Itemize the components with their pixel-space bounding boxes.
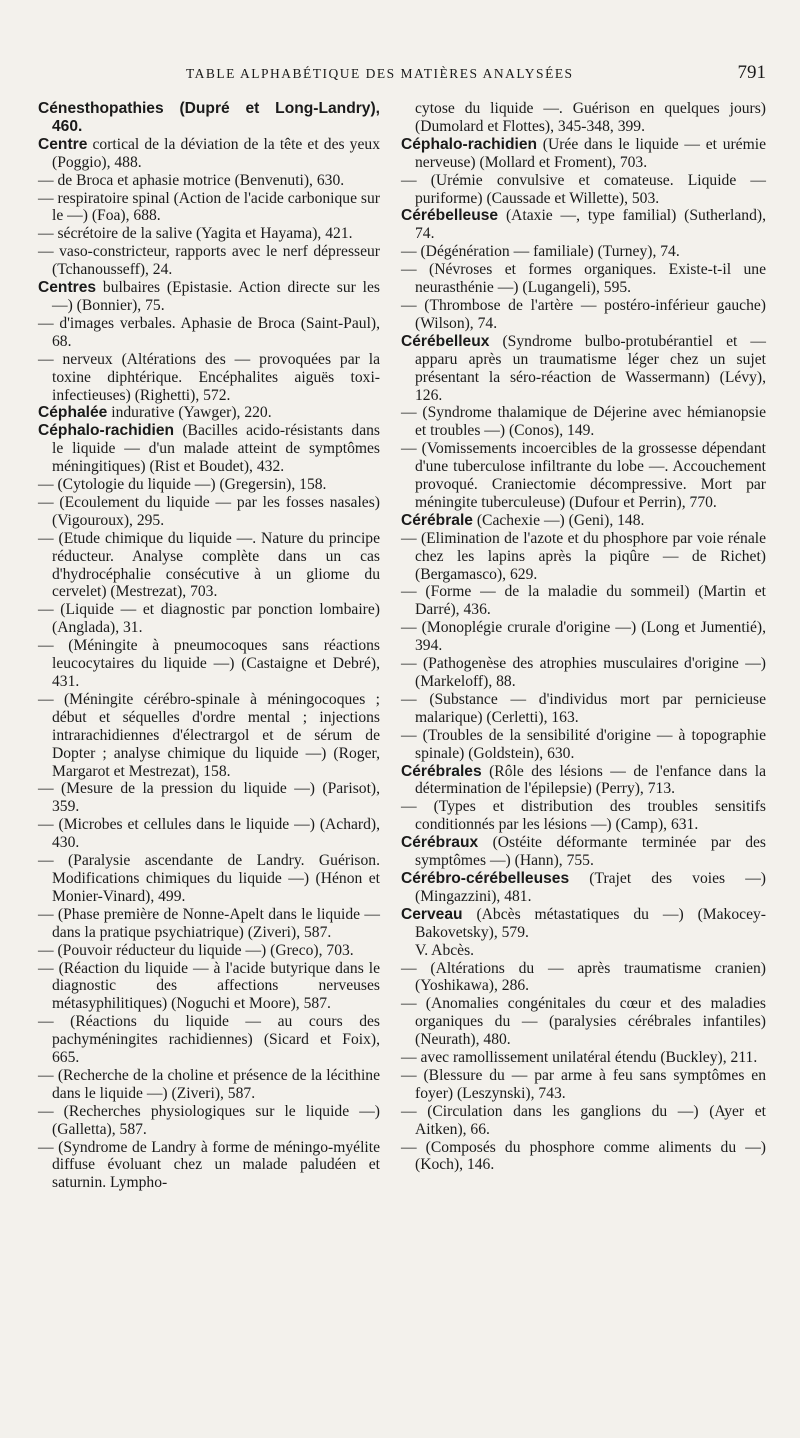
index-entry: Cérébrale (Cachexie —) (Geni), 148.	[401, 511, 645, 529]
running-title: TABLE ALPHABÉTIQUE DES MATIÈRES ANALYSÉES	[186, 66, 574, 81]
index-entry: — (Microbes et cellules dans le liquide —) (Achard), 430.	[38, 816, 380, 852]
index-entry: — (Thrombose de l'artère — postéro-inférieur gauche) (Wilson), 74.	[401, 296, 766, 332]
index-entry: — sécrétoire de la salive (Yagita et Hayama), 421.	[38, 225, 353, 243]
index-entry: — (Phase première de Nonne-Apelt dans le liquide — dans la pratique psychiatrique) (Ziveri), 587.	[38, 905, 380, 941]
right-column	[401, 100, 766, 1174]
index-entry: — (Composés du phosphore comme aliments du —) (Koch), 146.	[401, 1138, 766, 1174]
index-entry: — (Circulation dans les ganglions du —) (Ayer et Aitken), 66.	[401, 1102, 766, 1138]
index-entry: cytose du liquide —. Guérison en quelques jours) (Dumolard et Flottes), 345-348, 399.	[415, 100, 766, 135]
index-entry: Cénesthopathies (Dupré et Long-Landry), 460.	[38, 100, 380, 135]
index-entry: — nerveux (Altérations des — provoquées par la toxine diphtérique. Encéphalites aiguës toxi-infectieuses) (Righetti), 572.	[38, 350, 380, 404]
index-entry: — de Broca et aphasie motrice (Benvenuti), 630.	[38, 171, 345, 189]
index-entry: — (Blessure du — par arme à feu sans symptômes en foyer) (Leszynski), 743.	[401, 1066, 766, 1102]
index-entry: — (Syndrome de Landry à forme de méningo-myélite diffuse évoluant chez un malade paludéen et saturnin. Lympho-	[38, 1138, 380, 1192]
index-entry: Cérébro-cérébelleuses (Trajet des voies —) (Mingazzini), 481.	[401, 869, 766, 905]
index-entry: — (Dégénération — familiale) (Turney), 74.	[401, 243, 680, 261]
index-entry: — avec ramollissement unilatéral étendu (Buckley), 211.	[401, 1049, 758, 1067]
index-entry: Cérébelleuse (Ataxie —, type familial) (Sutherland), 74.	[401, 207, 766, 243]
index-entry: — (Types et distribution des troubles sensitifs conditionnés par les lésions —) (Camp), 631.	[401, 798, 766, 834]
index-entry: Centre cortical de la déviation de la tête et des yeux (Poggio), 488.	[38, 135, 380, 171]
index-entry: — (Etude chimique du liquide —. Nature du principe réducteur. Analyse complète dans un cas d'hydrocéphalie consécutive à un gliome du cervelet) (Mestrezat), 703.	[38, 529, 380, 601]
index-entry: — (Altérations du — après traumatisme cranien) (Yoshikawa), 286.	[401, 959, 766, 995]
page-header	[110, 62, 766, 88]
index-entry: — (Elimination de l'azote et du phosphore par voie rénale chez les lapins après la piqûre — de Richet) (Bergamasco), 629.	[401, 529, 766, 583]
index-entry: Cérébrales (Rôle des lésions — de l'enfance dans la détermination de l'épilepsie) (Perry), 713.	[401, 762, 766, 798]
index-entry: — (Pouvoir réducteur du liquide —) (Greco), 703.	[38, 941, 354, 959]
index-entry: — (Forme — de la maladie du sommeil) (Martin et Darré), 436.	[401, 583, 766, 619]
index-entry: — (Syndrome thalamique de Déjerine avec hémianopsie et troubles —) (Conos), 149.	[401, 404, 766, 440]
index-entry: — (Liquide — et diagnostic par ponction lombaire) (Anglada), 31.	[38, 601, 380, 637]
index-entry: — (Pathogenèse des atrophies musculaires d'origine —) (Markeloff), 88.	[401, 655, 766, 690]
index-entry: — (Recherches physiologiques sur le liquide —) (Galletta), 587.	[38, 1102, 380, 1138]
index-entry: — (Troubles de la sensibilité d'origine — à topographie spinale) (Goldstein), 630.	[401, 726, 766, 762]
index-entry: — (Mesure de la pression du liquide —) (Parisot), 359.	[38, 780, 380, 816]
index-entry: — (Méningite cérébro-spinale à méningocoques ; début et séquelles d'ordre mental ; injections intrarachidiennes d'électrargol et de sérum de Dopter ; analyse chimique du liquide —) (Roger, Margarot et Mestrezat), 158.	[38, 690, 380, 780]
index-entry: — (Vomissements incoercibles de la grossesse dépendant d'une tuberculose infiltrante du lobe —. Accouchement provoqué. Craniectomie décompressive. Mort par méningite tuberculeuse) (Dufour et Perrin), 770.	[401, 440, 766, 511]
index-entry: Céphalée indurative (Yawger), 220.	[38, 404, 272, 422]
index-entry: — (Anomalies congénitales du cœur et des maladies organiques du — (paralysies cérébrales infantiles) (Neurath), 480.	[401, 995, 766, 1049]
index-entry: — d'images verbales. Aphasie de Broca (Saint-Paul), 68.	[38, 314, 380, 350]
index-entry: — (Recherche de la choline et présence de la lécithine dans le liquide —) (Ziveri), 587.	[38, 1066, 380, 1102]
index-entry: Céphalo-rachidien (Bacilles acido-résistants dans le liquide — d'un malade atteint de symptômes méningitiques) (Rist et Boudet), 432.	[38, 422, 380, 476]
index-entry: — (Urémie convulsive et comateuse. Liquide — puriforme) (Caussade et Willette), 503.	[401, 171, 766, 207]
index-entry: Centres bulbaires (Epistasie. Action directe sur les —) (Bonnier), 75.	[38, 279, 380, 314]
index-entry: Cerveau (Abcès métastatiques du —) (Makocey-Bakovetsky), 579.	[401, 905, 766, 941]
index-entry: V. Abcès.	[415, 941, 475, 959]
index-entry: — (Monoplégie crurale d'origine —) (Long et Jumentié), 394.	[401, 619, 766, 655]
index-entry: — (Méningite à pneumocoques sans réactions leucocytaires du liquide —) (Castaigne et Debré), 431.	[38, 637, 380, 690]
left-column	[38, 100, 380, 1192]
index-entry: — vaso-constricteur, rapports avec le nerf dépresseur (Tchanousseff), 24.	[38, 243, 380, 279]
index-entry: Cérébraux (Ostéite déformante terminée par des symptômes —) (Hann), 755.	[401, 834, 766, 870]
index-entry: — respiratoire spinal (Action de l'acide carbonique sur le —) (Foa), 688.	[38, 189, 380, 225]
index-entry: — (Ecoulement du liquide — par les fosses nasales) (Vigouroux), 295.	[38, 493, 380, 529]
index-entry: — (Paralysie ascendante de Landry. Guérison. Modifications chimiques du liquide —) (Hénon et Monier-Vinard), 499.	[38, 852, 380, 905]
index-entry: Cérébelleux (Syndrome bulbo-protubérantiel et — apparu après un traumatisme léger chez un sujet présentant la séro-réaction de Wassermann) (Lévy), 126.	[401, 332, 766, 404]
page-number: 791	[737, 62, 766, 83]
index-entry: — (Névroses et formes organiques. Existe-t-il une neurasthénie —) (Lugangeli), 595.	[401, 261, 766, 297]
index-entry: — (Cytologie du liquide —) (Gregersin), 158.	[38, 476, 327, 494]
index-entry: — (Réaction du liquide — à l'acide butyrique dans le diagnostic des affections nerveuses métasyphilitiques) (Noguchi et Moore), 587.	[38, 959, 380, 1013]
index-entry: — (Substance — d'individus mort par pernicieuse malarique) (Cerletti), 163.	[401, 690, 766, 726]
index-entry: — (Réactions du liquide — au cours des pachyméningites rachidiennes) (Sicard et Foix), 665.	[38, 1013, 380, 1067]
index-entry: Céphalo-rachidien (Urée dans le liquide — et urémie nerveuse) (Mollard et Froment), 703.	[401, 135, 766, 171]
